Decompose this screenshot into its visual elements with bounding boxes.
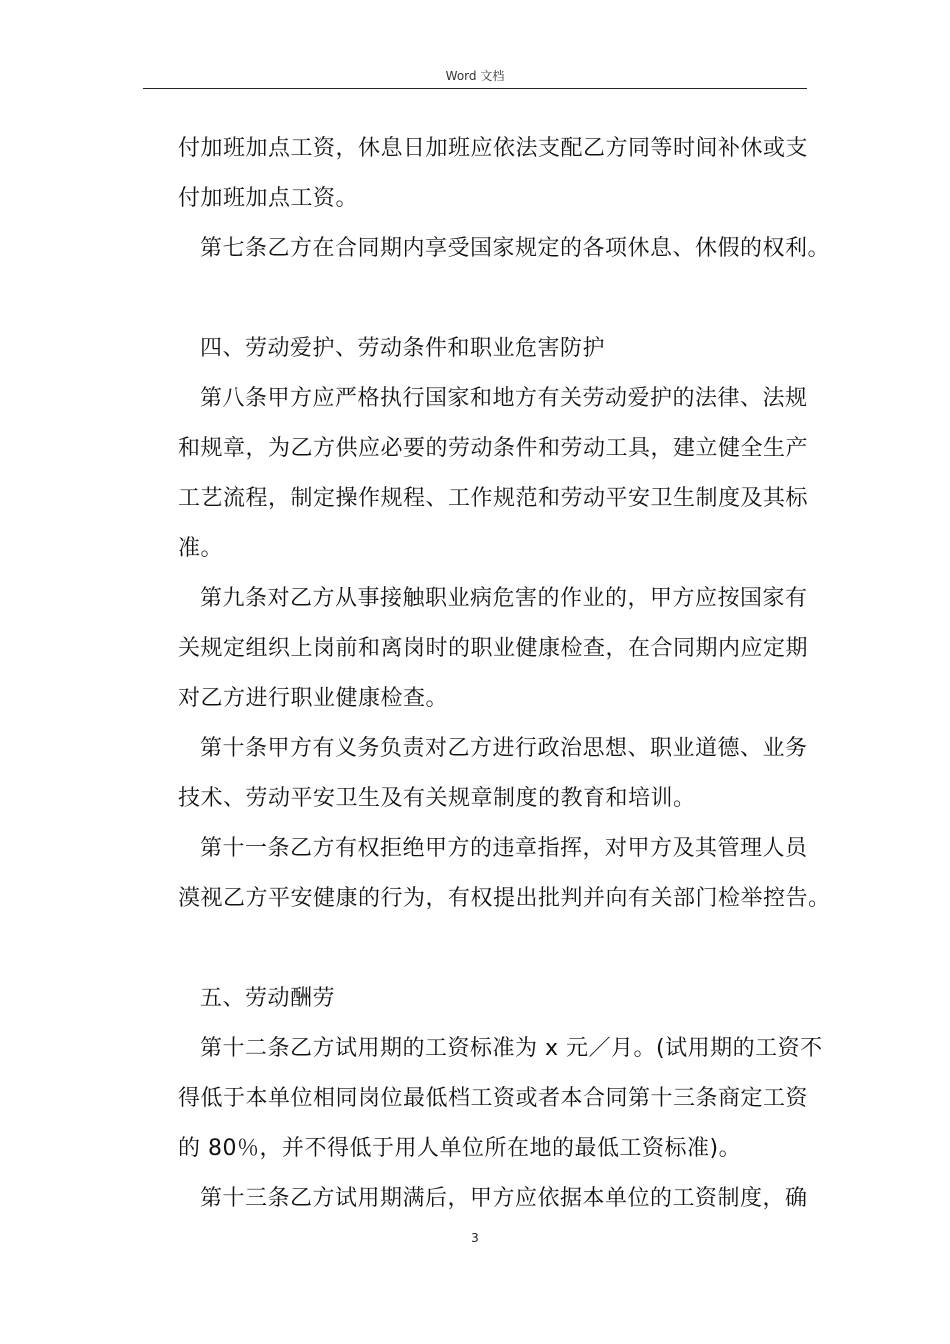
text-line: 付加班加点工资。 xyxy=(178,186,359,211)
article-7: 第七条乙方在合同期内享受国家规定的各项休息、休假的权利。 xyxy=(200,236,831,261)
blank-line xyxy=(178,274,818,324)
document-body xyxy=(178,124,831,1224)
text-line: 得低于本单位相同岗位最低档工资或者本合同第十三条商定工资 xyxy=(178,1086,809,1111)
text-line: 工艺流程，制定操作规程、工作规范和劳动平安卫生制度及其标 xyxy=(178,486,809,511)
blank-line xyxy=(178,924,818,974)
article-9: 第九条对乙方从事接触职业病危害的作业的，甲方应按国家有 xyxy=(200,586,808,611)
article-10: 第十条甲方有义务负责对乙方进行政治思想、职业道德、业务 xyxy=(200,736,808,761)
text-line: 漠视乙方平安健康的行为，有权提出批判并向有关部门检举控告。 xyxy=(178,886,831,911)
text-line: 付加班加点工资，休息日加班应依法支配乙方同等时间补休或支 xyxy=(178,136,809,161)
section-heading-5: 五、劳动酬劳 xyxy=(200,986,336,1011)
text-line: 的 80％，并不得低于用人单位所在地的最低工资标准)。 xyxy=(178,1136,742,1161)
header-title: Word 文档 xyxy=(445,69,505,83)
section-heading-4: 四、劳动爱护、劳动条件和职业危害防护 xyxy=(200,336,606,361)
article-12: 第十二条乙方试用期的工资标准为 x 元／月。(试用期的工资不 xyxy=(200,1036,823,1061)
header-divider xyxy=(143,88,807,89)
text-line: 准。 xyxy=(178,536,224,561)
page-number: 3 xyxy=(471,1231,479,1245)
text-line: 和规章，为乙方供应必要的劳动条件和劳动工具，建立健全生产 xyxy=(178,436,809,461)
article-13: 第十三条乙方试用期满后，甲方应依据本单位的工资制度，确 xyxy=(200,1186,808,1211)
article-8: 第八条甲方应严格执行国家和地方有关劳动爱护的法律、法规 xyxy=(200,386,808,411)
text-line: 对乙方进行职业健康检查。 xyxy=(178,686,449,711)
text-line: 关规定组织上岗前和离岗时的职业健康检查，在合同期内应定期 xyxy=(178,636,809,661)
article-11: 第十一条乙方有权拒绝甲方的违章指挥，对甲方及其管理人员 xyxy=(200,836,808,861)
text-line: 技术、劳动平安卫生及有关规章制度的教育和培训。 xyxy=(178,786,696,811)
page-header xyxy=(143,68,807,90)
